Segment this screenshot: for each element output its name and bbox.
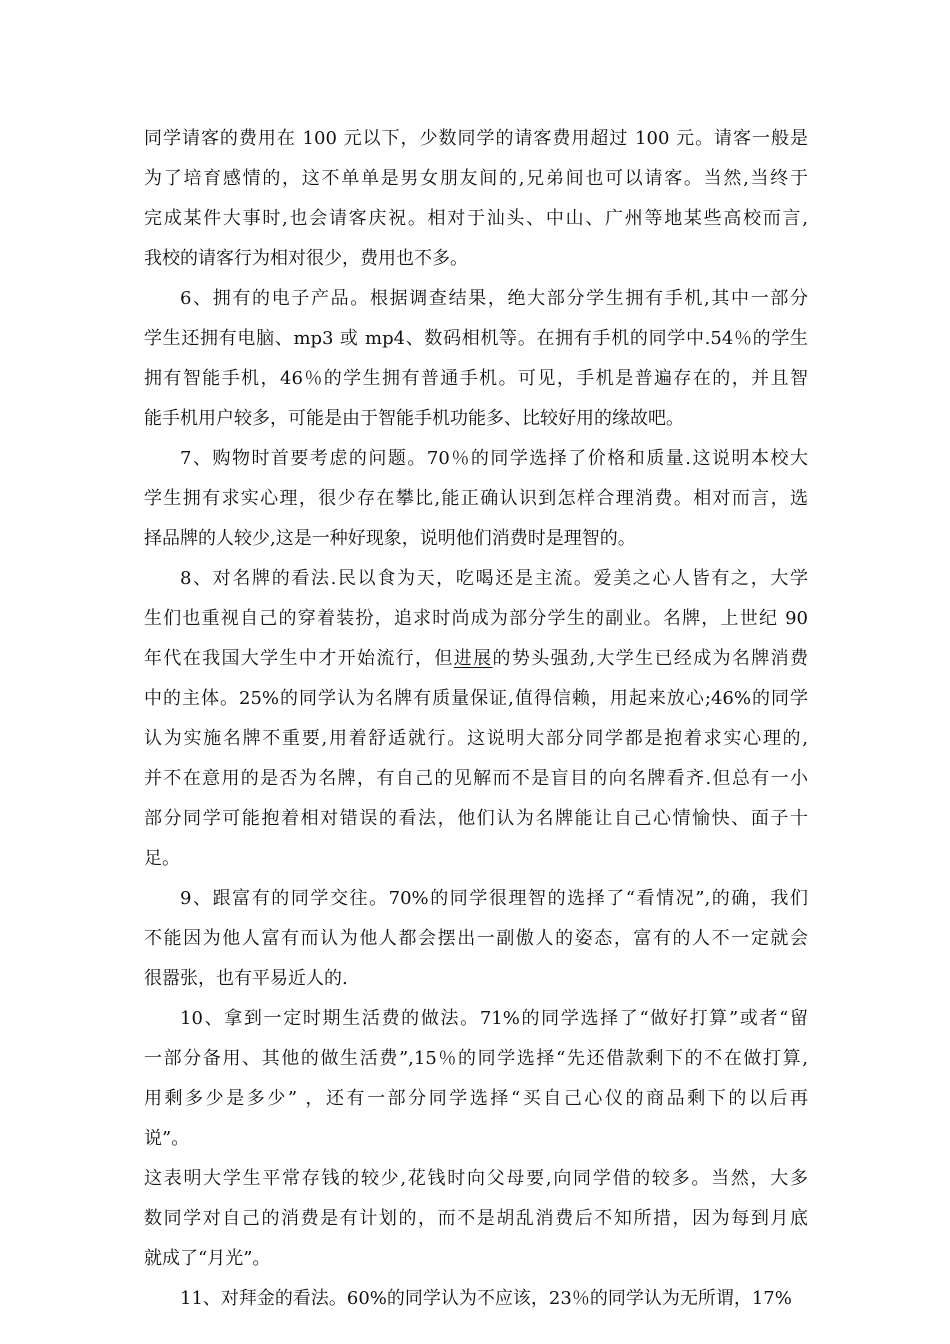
paragraph-p6 bbox=[144, 279, 808, 439]
text-line: 能手机用户较多，可能是由于智能手机功能多、比较好用的缘故吧。 bbox=[144, 408, 684, 429]
paragraph-p9 bbox=[144, 879, 808, 999]
text-line: 这表明大学生平常存钱的较少,花钱时向父母要,向同学借的较多。当然，大多 bbox=[144, 1168, 808, 1189]
text-line: 部分同学可能抱着相对错误的看法，他们认为名牌能让自己心情愉快、面子十 bbox=[144, 808, 808, 829]
text-line: 说”。 bbox=[144, 1128, 190, 1149]
text-line: 为了培育感情的，这不单单是男女朋友间的,兄弟间也可以请客。当然,当终于 bbox=[144, 168, 808, 189]
text-line: 10、拿到一定时期生活费的做法。71%的同学选择了“做好打算”或者“留 bbox=[180, 1008, 808, 1029]
paragraph-p7 bbox=[144, 439, 808, 559]
paragraph-p11 bbox=[144, 1279, 808, 1319]
text-line: 学生还拥有电脑、mp3 或 mp4、数码相机等。在拥有手机的同学中.54％的学生 bbox=[144, 328, 808, 349]
document-body bbox=[144, 119, 808, 1319]
text-line: 同学请客的费用在 100 元以下，少数同学的请客费用超过 100 元。请客一般是 bbox=[144, 128, 808, 149]
text-line: 9、跟富有的同学交往。70%的同学很理智的选择了“看情况”,的确，我们 bbox=[180, 888, 808, 909]
text-line: 拥有智能手机，46％的学生拥有普通手机。可见，手机是普遍存在的，并且智 bbox=[144, 368, 808, 389]
text-line: 不能因为他人富有而认为他人都会摆出一副傲人的姿态，富有的人不一定就会 bbox=[144, 928, 808, 949]
text-line: 8、对名牌的看法.民以食为天，吃喝还是主流。爱美之心人皆有之，大学 bbox=[180, 568, 808, 589]
text-line: 并不在意用的是否为名牌，有自己的见解而不是盲目的向名牌看齐.但总有一小 bbox=[144, 768, 808, 789]
text-line: 学生拥有求实心理，很少存在攀比,能正确认识到怎样合理消费。相对而言，选 bbox=[144, 488, 808, 509]
text-line: 认为实施名牌不重要,用着舒适就行。这说明大部分同学都是抱着求实心理的, bbox=[144, 728, 808, 749]
text-line: 年代在我国大学生中才开始流行，但进展的势头强劲,大学生已经成为名牌消费 bbox=[144, 648, 809, 669]
text-line: 完成某件大事时,也会请客庆祝。相对于汕头、中山、广州等地某些高校而言, bbox=[144, 208, 808, 229]
text-line: 就成了“月光”。 bbox=[144, 1248, 271, 1269]
text-line: 6、拥有的电子产品。根据调查结果，绝大部分学生拥有手机,其中一部分 bbox=[180, 288, 808, 309]
text-line: 生们也重视自己的穿着装扮，追求时尚成为部分学生的副业。名牌，上世纪 90 bbox=[144, 608, 808, 629]
text-line: 11、对拜金的看法。60%的同学认为不应该，23％的同学认为无所谓，17% bbox=[180, 1288, 792, 1309]
text-line: 用剩多少是多少” ，还有一部分同学选择“买自己心仪的商品剩下的以后再 bbox=[144, 1088, 808, 1109]
text-line: 数同学对自己的消费是有计划的，而不是胡乱消费后不知所措，因为每到月底 bbox=[144, 1208, 808, 1229]
paragraph-p8 bbox=[144, 559, 808, 879]
text-line: 一部分备用、其他的做生活费”,15％的同学选择“先还借款剩下的不在做打算, bbox=[144, 1048, 808, 1069]
text-line: 我校的请客行为相对很少，费用也不多。 bbox=[144, 248, 468, 269]
text-line: 很嚣张，也有平易近人的. bbox=[144, 968, 348, 989]
underlined-link-word[interactable]: 进展 bbox=[453, 648, 493, 669]
text-line: 中的主体。25%的同学认为名牌有质量保证,值得信赖，用起来放心;46%的同学 bbox=[144, 688, 808, 709]
paragraph-p10b bbox=[144, 1159, 808, 1279]
text-line: 足。 bbox=[144, 848, 180, 869]
paragraph-p-cont bbox=[144, 119, 808, 279]
text-line: 7、购物时首要考虑的问题。70％的同学选择了价格和质量.这说明本校大 bbox=[180, 448, 808, 469]
text-line: 择品牌的人较少,这是一种好现象，说明他们消费时是理智的。 bbox=[144, 528, 636, 549]
paragraph-p10 bbox=[144, 999, 808, 1159]
